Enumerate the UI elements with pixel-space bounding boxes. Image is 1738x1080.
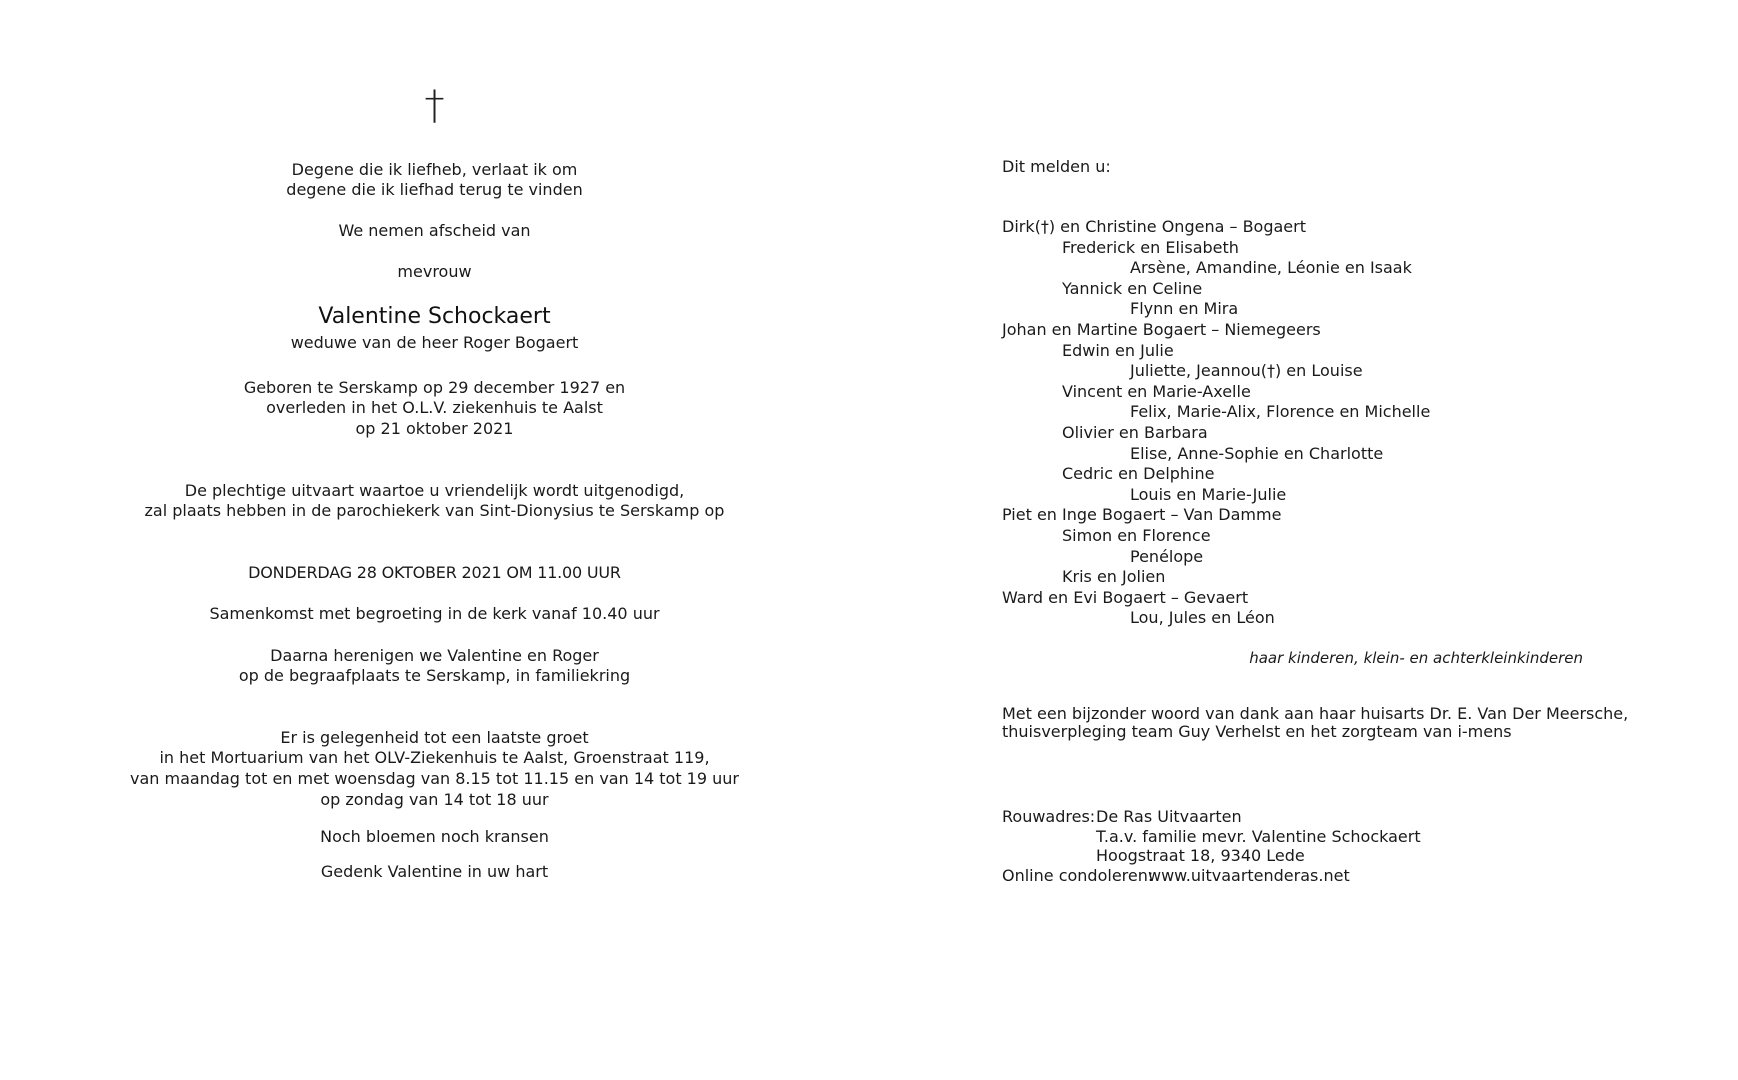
birth-line-3: op 21 oktober 2021	[355, 419, 514, 438]
intro-text: Dit melden u:	[1002, 157, 1111, 176]
family-line: Cedric en Delphine	[1062, 464, 1215, 484]
online-label: Online condoleren:	[1002, 866, 1154, 885]
widow-text: weduwe van de heer Roger Bogaert	[290, 333, 579, 352]
family-line: Yannick en Celine	[1062, 278, 1203, 298]
signature-text: haar kinderen, klein- en achterkleinkinderen	[1249, 649, 1583, 667]
invitation-line-1: De plechtige uitvaart waartoe u vriendelijk wordt uitgenodigd,	[184, 481, 685, 500]
family-line: Arsène, Amandine, Léonie en Isaak	[1130, 258, 1412, 278]
visitation-line-2: in het Mortuarium van het OLV-Ziekenhuis te Aalst, Groenstraat 119,	[159, 748, 710, 767]
deceased-name: Valentine Schockaert	[318, 304, 551, 329]
family-line: Edwin en Julie	[1062, 340, 1174, 360]
right-panel	[869, 0, 1738, 1080]
family-line: Juliette, Jeannou(†) en Louise	[1130, 361, 1363, 381]
invitation-line-2: zal plaats hebben in de parochiekerk van Sint-Dionysius te Serskamp op	[144, 501, 725, 520]
remember-text: Gedenk Valentine in uw hart	[320, 862, 549, 881]
family-line: Vincent en Marie-Axelle	[1062, 381, 1251, 401]
family-line: Louis en Marie-Julie	[1130, 484, 1287, 504]
address-line-2: T.a.v. familie mevr. Valentine Schockaert	[1096, 827, 1421, 846]
family-line: Elise, Anne-Sophie en Charlotte	[1130, 443, 1384, 463]
address-line-3: Hoogstraat 18, 9340 Lede	[1096, 846, 1305, 865]
family-line: Flynn en Mira	[1130, 299, 1239, 319]
address-label: Rouwadres:	[1002, 807, 1096, 826]
address-line-1: De Ras Uitvaarten	[1096, 807, 1242, 826]
reunite-line-1: Daarna herenigen we Valentine en Roger	[270, 646, 599, 665]
visitation-line-1: Er is gelegenheid tot een laatste groet	[280, 728, 589, 747]
visitation-line-4: op zondag van 14 tot 18 uur	[320, 790, 549, 809]
family-line: Lou, Jules en Léon	[1130, 608, 1275, 628]
family-line: Piet en Inge Bogaert – Van Damme	[1002, 505, 1282, 525]
family-line: Simon en Florence	[1062, 526, 1211, 545]
visitation-line-3: van maandag tot en met woensdag van 8.15 tot 11.15 en van 14 tot 19 uur	[130, 769, 739, 788]
title-text: mevrouw	[397, 262, 472, 281]
reunite-line-2: op de begraafplaats te Serskamp, in familiekring	[238, 666, 631, 685]
birth-line-1: Geboren te Serskamp op 29 december 1927 en	[243, 378, 626, 397]
quote-line-2: degene die ik liefhad terug te vinden	[286, 180, 583, 199]
flowers-text: Noch bloemen noch kransen	[320, 827, 549, 846]
farewell-text: We nemen afscheid van	[338, 221, 531, 240]
family-line: Felix, Marie-Alix, Florence en Michelle	[1130, 402, 1431, 422]
funeral-date: DONDERDAG 28 OKTOBER 2021 OM 11.00 UUR	[248, 563, 621, 582]
family-line: Kris en Jolien	[1062, 567, 1166, 587]
gathering-text: Samenkomst met begroeting in de kerk vanaf 10.40 uur	[209, 604, 660, 623]
birth-line-2: overleden in het O.L.V. ziekenhuis te Aalst	[266, 398, 603, 417]
family-line: Ward en Evi Bogaert – Gevaert	[1002, 587, 1249, 607]
quote-line-1: Degene die ik liefheb, verlaat ik om	[291, 160, 578, 179]
family-line: Johan en Martine Bogaert – Niemegeers	[1002, 320, 1321, 339]
online-link[interactable]: www.uitvaartenderas.net	[1148, 866, 1350, 885]
thanks-line-2: thuisverpleging team Guy Verhelst en het zorgteam van i-mens	[1002, 722, 1512, 741]
family-line: Olivier en Barbara	[1062, 423, 1208, 442]
family-line: Penélope	[1130, 546, 1204, 566]
family-line: Frederick en Elisabeth	[1062, 237, 1239, 257]
cross-icon: †	[424, 83, 445, 129]
family-line: Dirk(†) en Christine Ongena – Bogaert	[1002, 217, 1306, 236]
thanks-line-1: Met een bijzonder woord van dank aan haar huisarts Dr. E. Van Der Meersche,	[1002, 704, 1629, 723]
